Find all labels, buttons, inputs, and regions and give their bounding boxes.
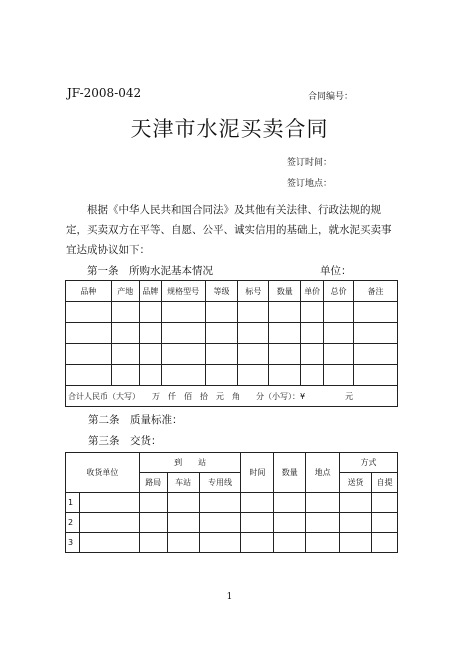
table-cell[interactable]	[324, 302, 354, 323]
table-cell[interactable]	[269, 365, 301, 386]
row-number: 2	[66, 513, 80, 533]
table-cell[interactable]	[269, 302, 301, 323]
header-cell: 标号	[238, 281, 269, 302]
table-row	[66, 493, 398, 513]
table-cell[interactable]	[301, 365, 324, 386]
receiver-header: 收货单位	[66, 453, 140, 493]
table-row	[66, 344, 398, 365]
contract-number-label: 合同编号：	[308, 92, 354, 102]
sign-time-label: 签订时间：	[287, 158, 333, 168]
time-header: 时间	[241, 453, 274, 493]
table-cell[interactable]	[238, 323, 269, 344]
page-number: 1	[226, 592, 233, 602]
table-cell[interactable]	[79, 493, 139, 513]
table-cell[interactable]	[161, 323, 205, 344]
table-cell[interactable]	[301, 344, 324, 365]
header-cell: 数量	[269, 281, 301, 302]
table-cell[interactable]	[79, 513, 139, 533]
delivery-table	[65, 452, 398, 553]
table-cell[interactable]	[324, 323, 354, 344]
table-cell[interactable]	[238, 365, 269, 386]
table-cell[interactable]	[199, 513, 241, 533]
method-header: 方式	[340, 453, 398, 473]
row-number: 3	[66, 533, 80, 553]
table-cell[interactable]	[205, 302, 238, 323]
table-cell[interactable]	[139, 493, 167, 513]
table-cell[interactable]	[324, 365, 354, 386]
station-header: 到 站	[139, 453, 241, 473]
table-cell[interactable]	[241, 533, 274, 553]
table-row	[66, 365, 398, 386]
table-cell[interactable]	[161, 365, 205, 386]
table-cell[interactable]	[354, 323, 398, 344]
table-cell[interactable]	[66, 302, 112, 323]
table-cell[interactable]	[199, 533, 241, 553]
table-header-row	[66, 453, 398, 473]
table-cell[interactable]	[167, 493, 199, 513]
preamble-paragraph: 根据《中华人民共和国合同法》及其他有关法律、行政法规的规定，买卖双方在平等、自愿、公平、诚实信用的基础上，就水泥买卖事宜达成协议如下：	[66, 204, 392, 256]
article-3-delivery: 第三条 交货：	[88, 435, 162, 447]
table-cell[interactable]	[199, 493, 241, 513]
table-cell[interactable]	[161, 344, 205, 365]
table-row	[66, 323, 398, 344]
table-cell[interactable]	[241, 513, 274, 533]
row-number: 1	[66, 493, 80, 513]
deliver-header: 送货	[340, 473, 372, 493]
table-cell[interactable]	[111, 302, 139, 323]
table-cell[interactable]	[161, 302, 205, 323]
table-cell[interactable]	[340, 513, 372, 533]
table-cell[interactable]	[306, 533, 340, 553]
table-cell[interactable]	[354, 344, 398, 365]
table-cell[interactable]	[66, 365, 112, 386]
table-cell[interactable]	[139, 344, 161, 365]
pickup-header: 自提	[372, 473, 398, 493]
cement-info-table	[65, 280, 398, 407]
article-2-quality: 第二条 质量标准：	[88, 414, 183, 426]
article-1-title: 第一条 所购水泥基本情况	[87, 265, 213, 277]
header-cell: 品牌	[139, 281, 161, 302]
table-cell[interactable]	[340, 533, 372, 553]
table-cell[interactable]	[139, 533, 167, 553]
unit-label: 单位：	[320, 265, 352, 277]
table-cell[interactable]	[306, 513, 340, 533]
table-cell[interactable]	[66, 323, 112, 344]
table-cell[interactable]	[205, 323, 238, 344]
page-title: 天津市水泥买卖合同	[130, 117, 329, 141]
table-cell[interactable]	[205, 344, 238, 365]
table-cell[interactable]	[274, 493, 306, 513]
table-cell[interactable]	[139, 365, 161, 386]
header-cell: 品种	[66, 281, 112, 302]
private-line-header: 专用线	[199, 473, 241, 493]
table-row	[66, 302, 398, 323]
table-cell[interactable]	[372, 513, 398, 533]
table-cell[interactable]	[167, 513, 199, 533]
table-cell[interactable]	[111, 365, 139, 386]
table-cell[interactable]	[139, 513, 167, 533]
place-header: 地点	[306, 453, 340, 493]
table-cell[interactable]	[274, 513, 306, 533]
table-row	[66, 533, 398, 553]
total-row	[66, 386, 398, 407]
table-cell[interactable]	[269, 323, 301, 344]
table-cell[interactable]	[79, 533, 139, 553]
table-cell[interactable]	[301, 323, 324, 344]
table-cell[interactable]	[340, 493, 372, 513]
total-amount-cell[interactable]: 合计人民币（大写） 万 仟 佰 拾 元 角 分（小写）：¥ 元	[66, 386, 398, 407]
table-cell[interactable]	[238, 344, 269, 365]
header-cell: 备注	[354, 281, 398, 302]
table-header-row	[66, 281, 398, 302]
table-cell[interactable]	[111, 323, 139, 344]
document-code: JF-2008-042	[67, 86, 142, 100]
table-cell[interactable]	[306, 493, 340, 513]
table-cell[interactable]	[205, 365, 238, 386]
table-cell[interactable]	[324, 344, 354, 365]
header-cell: 等级	[205, 281, 238, 302]
table-cell[interactable]	[241, 493, 274, 513]
station-subheader: 车站	[167, 473, 199, 493]
header-cell: 产地	[111, 281, 139, 302]
table-cell[interactable]	[372, 493, 398, 513]
table-cell[interactable]	[354, 365, 398, 386]
table-cell[interactable]	[111, 344, 139, 365]
table-cell[interactable]	[301, 302, 324, 323]
table-cell[interactable]	[139, 323, 161, 344]
table-cell[interactable]	[139, 302, 161, 323]
header-cell: 单价	[301, 281, 324, 302]
sign-place-label: 签订地点：	[287, 179, 333, 189]
table-row	[66, 513, 398, 533]
table-cell[interactable]	[167, 533, 199, 553]
header-cell: 总价	[324, 281, 354, 302]
table-cell[interactable]	[274, 533, 306, 553]
table-cell[interactable]	[372, 533, 398, 553]
table-cell[interactable]	[238, 302, 269, 323]
table-cell[interactable]	[269, 344, 301, 365]
header-cell: 规格型号	[161, 281, 205, 302]
quantity-header: 数量	[274, 453, 306, 493]
table-cell[interactable]	[66, 344, 112, 365]
table-cell[interactable]	[354, 302, 398, 323]
railway-bureau-header: 路局	[139, 473, 167, 493]
